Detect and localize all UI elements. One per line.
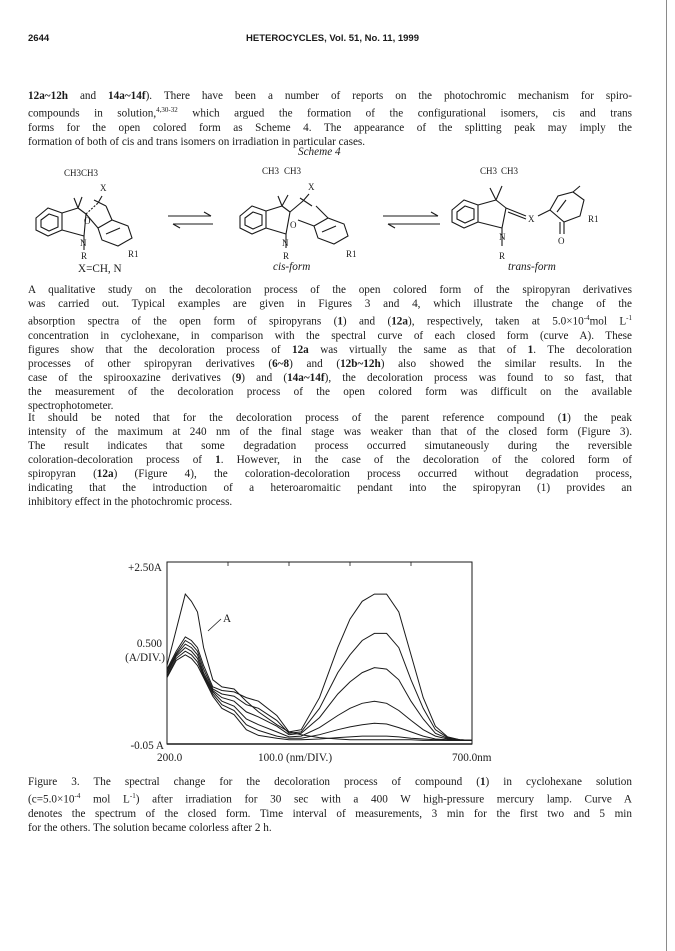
spectrum-curve-1 [167,594,472,740]
atom-label-r1: R1 [128,249,139,259]
text-line: the measurement of the decoloration process of the open colored form was difficult on the available [28,385,632,398]
text-line: figures show that the decoloration process of 12a was virtually the same as that of 1. The decoloration [28,343,633,356]
figure-3-spectrum-chart [110,555,580,765]
atom-label-r: R [499,251,506,261]
text-line: case of the spirooxazine derivatives (9) and (14a~14f), the decoloration process was found to so fast, that [28,371,632,384]
x-tick-label-scale: 100.0 (nm/DIV.) [258,752,333,764]
plot-frame [167,562,472,744]
atom-label-o: O [290,220,297,230]
y-tick-label-scale: 0.500 [136,638,162,650]
text-line: inhibitory effect in the photochromic process. [28,496,233,508]
atom-label-x: X [528,214,535,224]
atom-label-ch3: CH3 [284,166,302,176]
atom-label-ch3: CH3 [81,168,99,178]
text-line: A qualitative study on the decoloration process of the open colored form of the spiropyran derivatives [28,284,632,296]
x-tick-label-end: 700.0nm [452,752,492,764]
paragraph-qualitative-study [28,283,632,413]
text-line: forms for the open colored form as Scheme 4. The appearance of the splitting peak may imply the [28,121,632,134]
atom-label-r1: R1 [588,214,599,224]
atom-label-ch3: CH3 [501,166,519,176]
y-tick-label-top: +2.50A [128,562,162,574]
text-line: was carried out. Typical examples are given in Figures 3 and 4, which illustrate the change of the [28,298,632,310]
text-line: concentration in cyclohexane, in comparison with the spectral curve of each closed form (curve A). These [28,329,632,342]
atom-label-o: O [558,236,565,246]
page-edge-line [666,0,667,951]
running-header [28,33,628,47]
curve-a-pointer [208,619,221,631]
page-number: 2644 [28,33,50,44]
caption-line: denotes the spectrum of the closed form. Time interval of measurements, 3 min for the first two and 5 min [28,808,632,821]
atom-label-r1: R1 [346,249,357,259]
atom-label-n: N [499,232,506,242]
caption-line: for the others. The solution became colorless after 2 h. [28,822,272,835]
atom-label-ch3: CH3 [262,166,280,176]
scheme-label-cis: cis-form [273,261,311,273]
atom-label-n: N [80,238,87,248]
text-line: compounds in solution,$^{4,30-32}$ which argued the formation of the configurational isomers, cis and trans [28,106,633,120]
text-line: coloration-decoloration process of 1. However, in the case of the decoloration of the colored form of [28,454,632,466]
caption-line: Figure 3. The spectral change for the decoloration process of compound (1) in cyclohexane solution [28,776,632,788]
figure-3-caption [28,775,632,836]
text-line: intensity of the maximum at 240 nm of the final stage was weaker than that of the closed form (Figure 3). [28,426,632,438]
y-tick-label-bottom: -0.05 A [130,740,164,752]
atom-label-ch3: CH3 [64,168,82,178]
x-tick-label-start: 200.0 [157,752,183,764]
scheme-label-x: X=CH, N [78,263,122,275]
paragraph-degradation-note [28,411,632,509]
scheme-label-trans: trans-form [508,261,556,273]
curve-a-label: A [223,613,232,625]
atom-label-x: X [308,182,315,192]
scheme-4-structures [28,158,638,276]
atom-label-ch3: CH3 [480,166,498,176]
text-line: It should be noted that for the decoloration process of the parent reference compound (1) the peak [28,412,632,424]
text-line: indicating that the introduction of a heteroaromaitic pendant into the spiropyran (1) provides an [28,482,632,494]
text-line: formation of both of cis and trans isomers on irradiation in particular cases. [28,135,366,148]
atom-label-n: N [282,238,289,248]
atom-label-r: R [81,251,88,261]
text-line: absorption spectra of the open form of spiropyrans (1) and (12a), respectively, taken at $5.0\times 10^{-4}mol$ $L^{-1}$ [28,314,632,328]
scheme-title: Scheme 4 [298,146,341,158]
text-line: The result indicates that some degradation process occurred simutaneously during the reversible [28,440,632,452]
text-line: processes of other spiropyran derivatives (6~8) and (12b~12h) also showed the similar results. In the [28,357,632,370]
caption-line: ($c=5.0\times 10^{-4}$ mol $L^{-1}$) after irradiation for 30 sec with a 400 W high-pressure mercury lamp. Curve A [28,792,632,806]
atom-label-x: X [100,183,107,193]
intro-paragraph [28,89,632,149]
spectrum-curve-2 [167,594,472,740]
text-line: 12a~12h and 14a~14f). There have been a number of reports on the photochromic mechanism for spiro- [28,90,632,102]
atom-label-r: R [283,251,290,261]
atom-label-o: O [84,216,91,226]
y-tick-label-unit: (A/DIV.) [125,652,165,664]
text-line: spectrophotometer. [28,399,114,412]
journal-running-head: HETEROCYCLES, Vol. 51, No. 11, 1999 [246,33,419,44]
text-line: spiropyran (12a) (Figure 4), the coloration-decoloration process occurred without degradation process, [28,468,632,480]
